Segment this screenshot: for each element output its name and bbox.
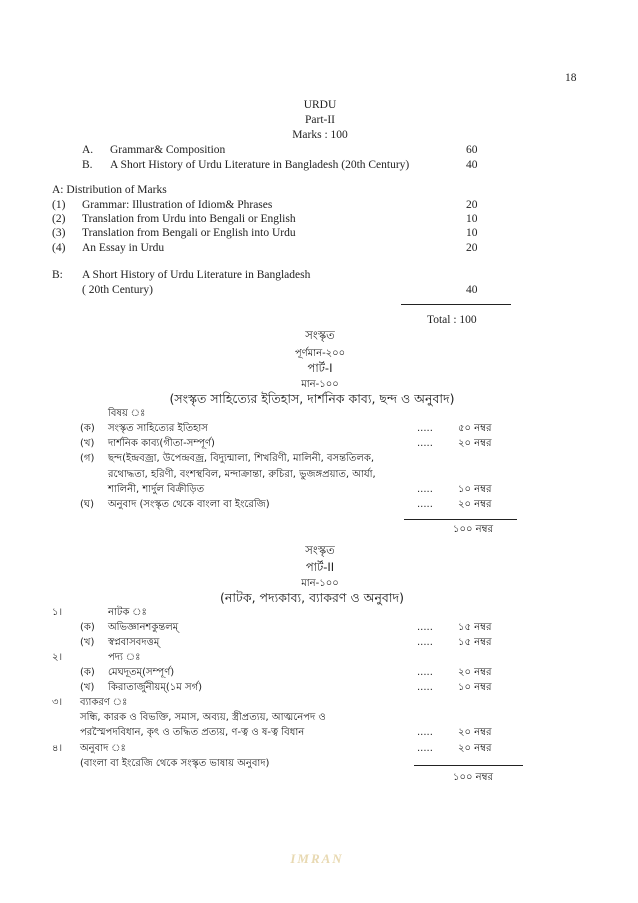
row-text: নাটক ঃ — [108, 607, 147, 618]
sanskrit-subtitle: (সংস্কৃত সাহিত্যের ইতিহাস, দার্শনিক কাব্য, ছন্দ ও অনুবাদ) — [169, 391, 455, 406]
item-label: (ঘ) — [80, 499, 94, 510]
sanskrit-subtitle: (নাটক, পদ্যকাব্য, ব্যাকরণ ও অনুবাদ) — [220, 590, 404, 605]
item-text: ছন্দ(ইন্দ্রবজ্রা, উপেন্দ্রবজ্র, বিদ্যুন্মালা, শিখরিণী, মালিনী, বসন্ততিলক, — [108, 453, 374, 464]
watermark: IMRAN — [290, 851, 344, 866]
section-b-marks: 40 — [466, 284, 478, 296]
item-text: সংস্কৃত সাহিত্যের ইতিহাস — [108, 423, 208, 434]
dist-label: (4) — [52, 242, 66, 254]
sanskrit-marks: মান-১০০ — [301, 578, 339, 589]
row-marks: ২০ নম্বর — [458, 743, 492, 754]
total-rule — [401, 304, 511, 305]
item-text: রথোদ্ধতা, হরিণী, বংশস্থবিল, মন্দাক্রান্তা, রুচিরা, ভুজঙ্গপ্রয়াত, আর্যা, — [108, 469, 376, 480]
row-text: মেঘদূতম্(সম্পূর্ণ) — [108, 667, 175, 678]
page-number: 18 — [565, 72, 577, 84]
section-b-subtitle: ( 20th Century) — [82, 284, 153, 296]
dist-marks: 20 — [466, 242, 478, 254]
row-num: ৩। — [52, 697, 63, 708]
item-label: (খ) — [80, 438, 95, 449]
row-text: কিরাতার্জুনীয়ম্(১ম সর্গ) — [108, 682, 203, 693]
item-dots: ..... — [417, 438, 433, 449]
sanskrit-title: সংস্কৃত — [305, 328, 335, 342]
row-dots: ..... — [417, 637, 433, 648]
sanskrit2-total: ১০০ নম্বর — [453, 772, 494, 783]
content-marks: 60 — [466, 144, 478, 156]
item-text: শালিনী, শার্দুল বিক্রীড়িত — [108, 484, 205, 495]
row-text: ব্যাকরণ ঃ — [80, 697, 128, 708]
total-rule — [404, 519, 517, 520]
row-text: পরস্মৈপদবিধান, কৃৎ ও তদ্ধিত প্রত্যয়, ণ-ত্ব ও ষ-ত্ব বিধান — [80, 727, 305, 738]
sanskrit1-total: ১০০ নম্বর — [453, 524, 494, 535]
urdu-part: Part-II — [304, 114, 336, 126]
row-num: ২। — [52, 652, 63, 663]
urdu-title: URDU — [303, 99, 337, 111]
dist-text: Translation from Bengali or English into Urdu — [82, 227, 296, 239]
item-text: দার্শনিক কাব্য(গীতা-সম্পূর্ণ) — [108, 438, 215, 449]
row-text: পদ্য ঃ — [108, 652, 141, 663]
row-num: ১। — [52, 607, 63, 618]
row-label: (খ) — [80, 637, 95, 648]
row-text: স্বপ্নবাসবদত্তম্ — [108, 637, 160, 648]
row-marks: ২০ নম্বর — [458, 727, 492, 738]
row-text: অনুবাদ ঃ — [80, 743, 126, 754]
total-rule — [414, 765, 523, 766]
dist-label: (2) — [52, 213, 66, 225]
item-dots: ..... — [417, 499, 433, 510]
sanskrit-part: পার্ট-II — [305, 560, 335, 574]
dist-text: Translation from Urdu into Bengali or English — [82, 213, 296, 225]
content-text: Grammar& Composition — [110, 144, 226, 156]
row-dots: ..... — [417, 622, 433, 633]
content-label: A. — [82, 144, 94, 156]
item-marks: ২০ নম্বর — [458, 499, 492, 510]
subject-label: বিষয় ঃ — [108, 408, 146, 419]
content-marks: 40 — [466, 159, 478, 171]
item-label: (ক) — [80, 423, 95, 434]
item-text: অনুবাদ (সংস্কৃত থেকে বাংলা বা ইংরেজি) — [108, 499, 270, 510]
dist-label: (3) — [52, 227, 66, 239]
row-marks: ১৫ নম্বর — [458, 637, 492, 648]
row-dots: ..... — [417, 682, 433, 693]
full-marks: পূর্ণমান-২০০ — [294, 348, 346, 359]
item-marks: ২০ নম্বর — [458, 438, 492, 449]
row-text: অভিজ্ঞানশকুন্তলম্ — [108, 622, 179, 633]
dist-text: Grammar: Illustration of Idiom& Phrases — [82, 199, 273, 211]
urdu-total: Total : 100 — [427, 314, 477, 326]
row-text: সন্ধি, কারক ও বিভক্তি, সমাস, অব্যয়, স্ত্রীপ্রত্যয়, আত্মনেপদ ও — [80, 712, 326, 723]
row-label: (ক) — [80, 622, 95, 633]
section-a-title: A: Distribution of Marks — [52, 184, 167, 196]
row-marks: ২০ নম্বর — [458, 667, 492, 678]
dist-label: (1) — [52, 199, 66, 211]
item-marks: ১০ নম্বর — [458, 484, 492, 495]
item-dots: ..... — [417, 484, 433, 495]
content-label: B. — [82, 159, 93, 171]
sanskrit-part: পার্ট-I — [307, 361, 333, 375]
dist-marks: 10 — [466, 227, 478, 239]
dist-text: An Essay in Urdu — [82, 242, 165, 254]
row-dots: ..... — [417, 667, 433, 678]
section-b-label: B: — [52, 269, 63, 281]
item-dots: ..... — [417, 423, 433, 434]
dist-marks: 20 — [466, 199, 478, 211]
row-marks: ১০ নম্বর — [458, 682, 492, 693]
row-text: (বাংলা বা ইংরেজি থেকে সংস্কৃত ভাষায় অনুবাদ) — [80, 758, 270, 769]
sanskrit-title: সংস্কৃত — [305, 543, 335, 557]
sanskrit-marks: মান-১০০ — [301, 379, 339, 390]
dist-marks: 10 — [466, 213, 478, 225]
row-dots: ..... — [417, 743, 433, 754]
row-label: (খ) — [80, 682, 95, 693]
row-label: (ক) — [80, 667, 95, 678]
content-text: A Short History of Urdu Literature in Bangladesh (20th Century) — [110, 159, 410, 171]
row-num: ৪। — [52, 743, 63, 754]
row-dots: ..... — [417, 727, 433, 738]
item-marks: ৫০ নম্বর — [458, 423, 492, 434]
section-b-title: A Short History of Urdu Literature in Bangladesh — [82, 269, 311, 281]
urdu-marks: Marks : 100 — [292, 129, 348, 141]
row-marks: ১৫ নম্বর — [458, 622, 492, 633]
item-label: (গ) — [80, 453, 95, 464]
